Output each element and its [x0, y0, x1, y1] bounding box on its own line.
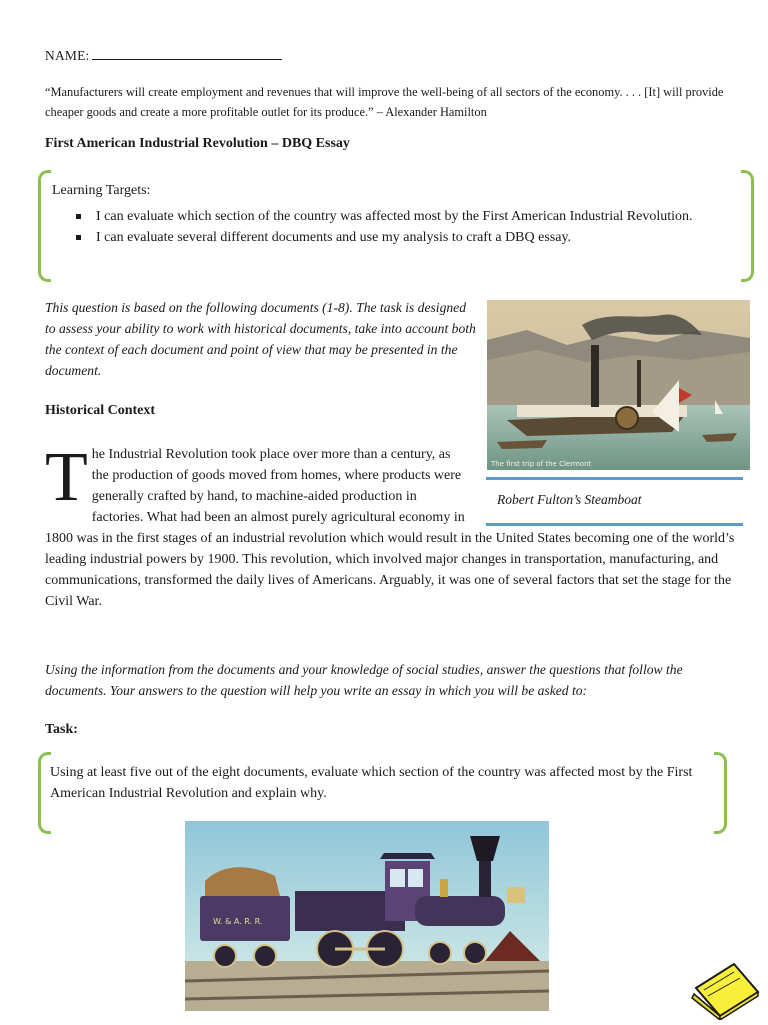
right-bracket	[714, 752, 727, 834]
historical-context-heading: Historical Context	[45, 403, 156, 418]
essay-title: First American Industrial Revolution – DBQ Essay	[45, 136, 350, 151]
caption-rule-bottom	[486, 523, 743, 526]
instructions: Using the information from the documents and your knowledge of social studies, answer the questions that follow the documents. Your answers to the question will help you write an essay in which you will be asked to:	[45, 662, 683, 698]
right-bracket	[741, 170, 754, 282]
left-bracket	[38, 170, 51, 282]
learning-target-item: I can evaluate which section of the country was affected most by the First American Industrial Revolution.	[96, 206, 732, 227]
task-heading: Task:	[45, 722, 78, 737]
name-blank-line	[92, 47, 282, 60]
historical-context-text: The Industrial Revolution took place over more than a century, as the production of goods moved from homes, where products were generally crafted by hand, to machine-aided production in factories. What had been an almost purely agricultural economy in 1800 was in the first stages of an industrial revolution which would result in the United States becoming one of the world’s leading industrial powers by 1900. This revolution, which involved major changes in transportation, manufacturing, and communications, transformed the daily lives of Americans. Arguably, it was one of several factors that set the stage for the Civil War.	[45, 439, 735, 609]
learning-targets-box	[40, 170, 752, 282]
locomotive-image	[185, 821, 549, 1011]
steamboat-caption: Robert Fulton’s Steamboat	[497, 492, 642, 507]
learning-targets-list	[52, 206, 732, 248]
sticky-note-icon	[690, 958, 762, 1020]
task-text: Using at least five out of the eight documents, evaluate which section of the country was affected most by the First American Industrial Revolution and explain why.	[50, 765, 693, 801]
hamilton-quote: “Manufacturers will create employment and revenues that will improve the well-being of all sectors of the economy. . . . [It] will provide cheaper goods and create a more profitable outlet for its produce.” – Alexander Hamilton	[45, 85, 724, 119]
learning-target-item: I can evaluate several different documents and use my analysis to craft a DBQ essay.	[96, 227, 732, 248]
caption-rule-top	[486, 477, 743, 480]
learning-targets-heading: Learning Targets:	[52, 183, 151, 198]
tender-lettering: W. & A. R. R.	[213, 917, 263, 926]
drop-cap: T	[45, 439, 88, 516]
document-intro: This question is based on the following documents (1-8). The task is designed to assess your ability to work with historical documents, take into account both the context of each document and point of view that may be presented in the document.	[45, 300, 476, 378]
steamboat-inner-caption: The first trip of the Clermont	[491, 460, 592, 468]
steamboat-image	[487, 300, 750, 470]
name-field-label: NAME:	[45, 47, 282, 64]
